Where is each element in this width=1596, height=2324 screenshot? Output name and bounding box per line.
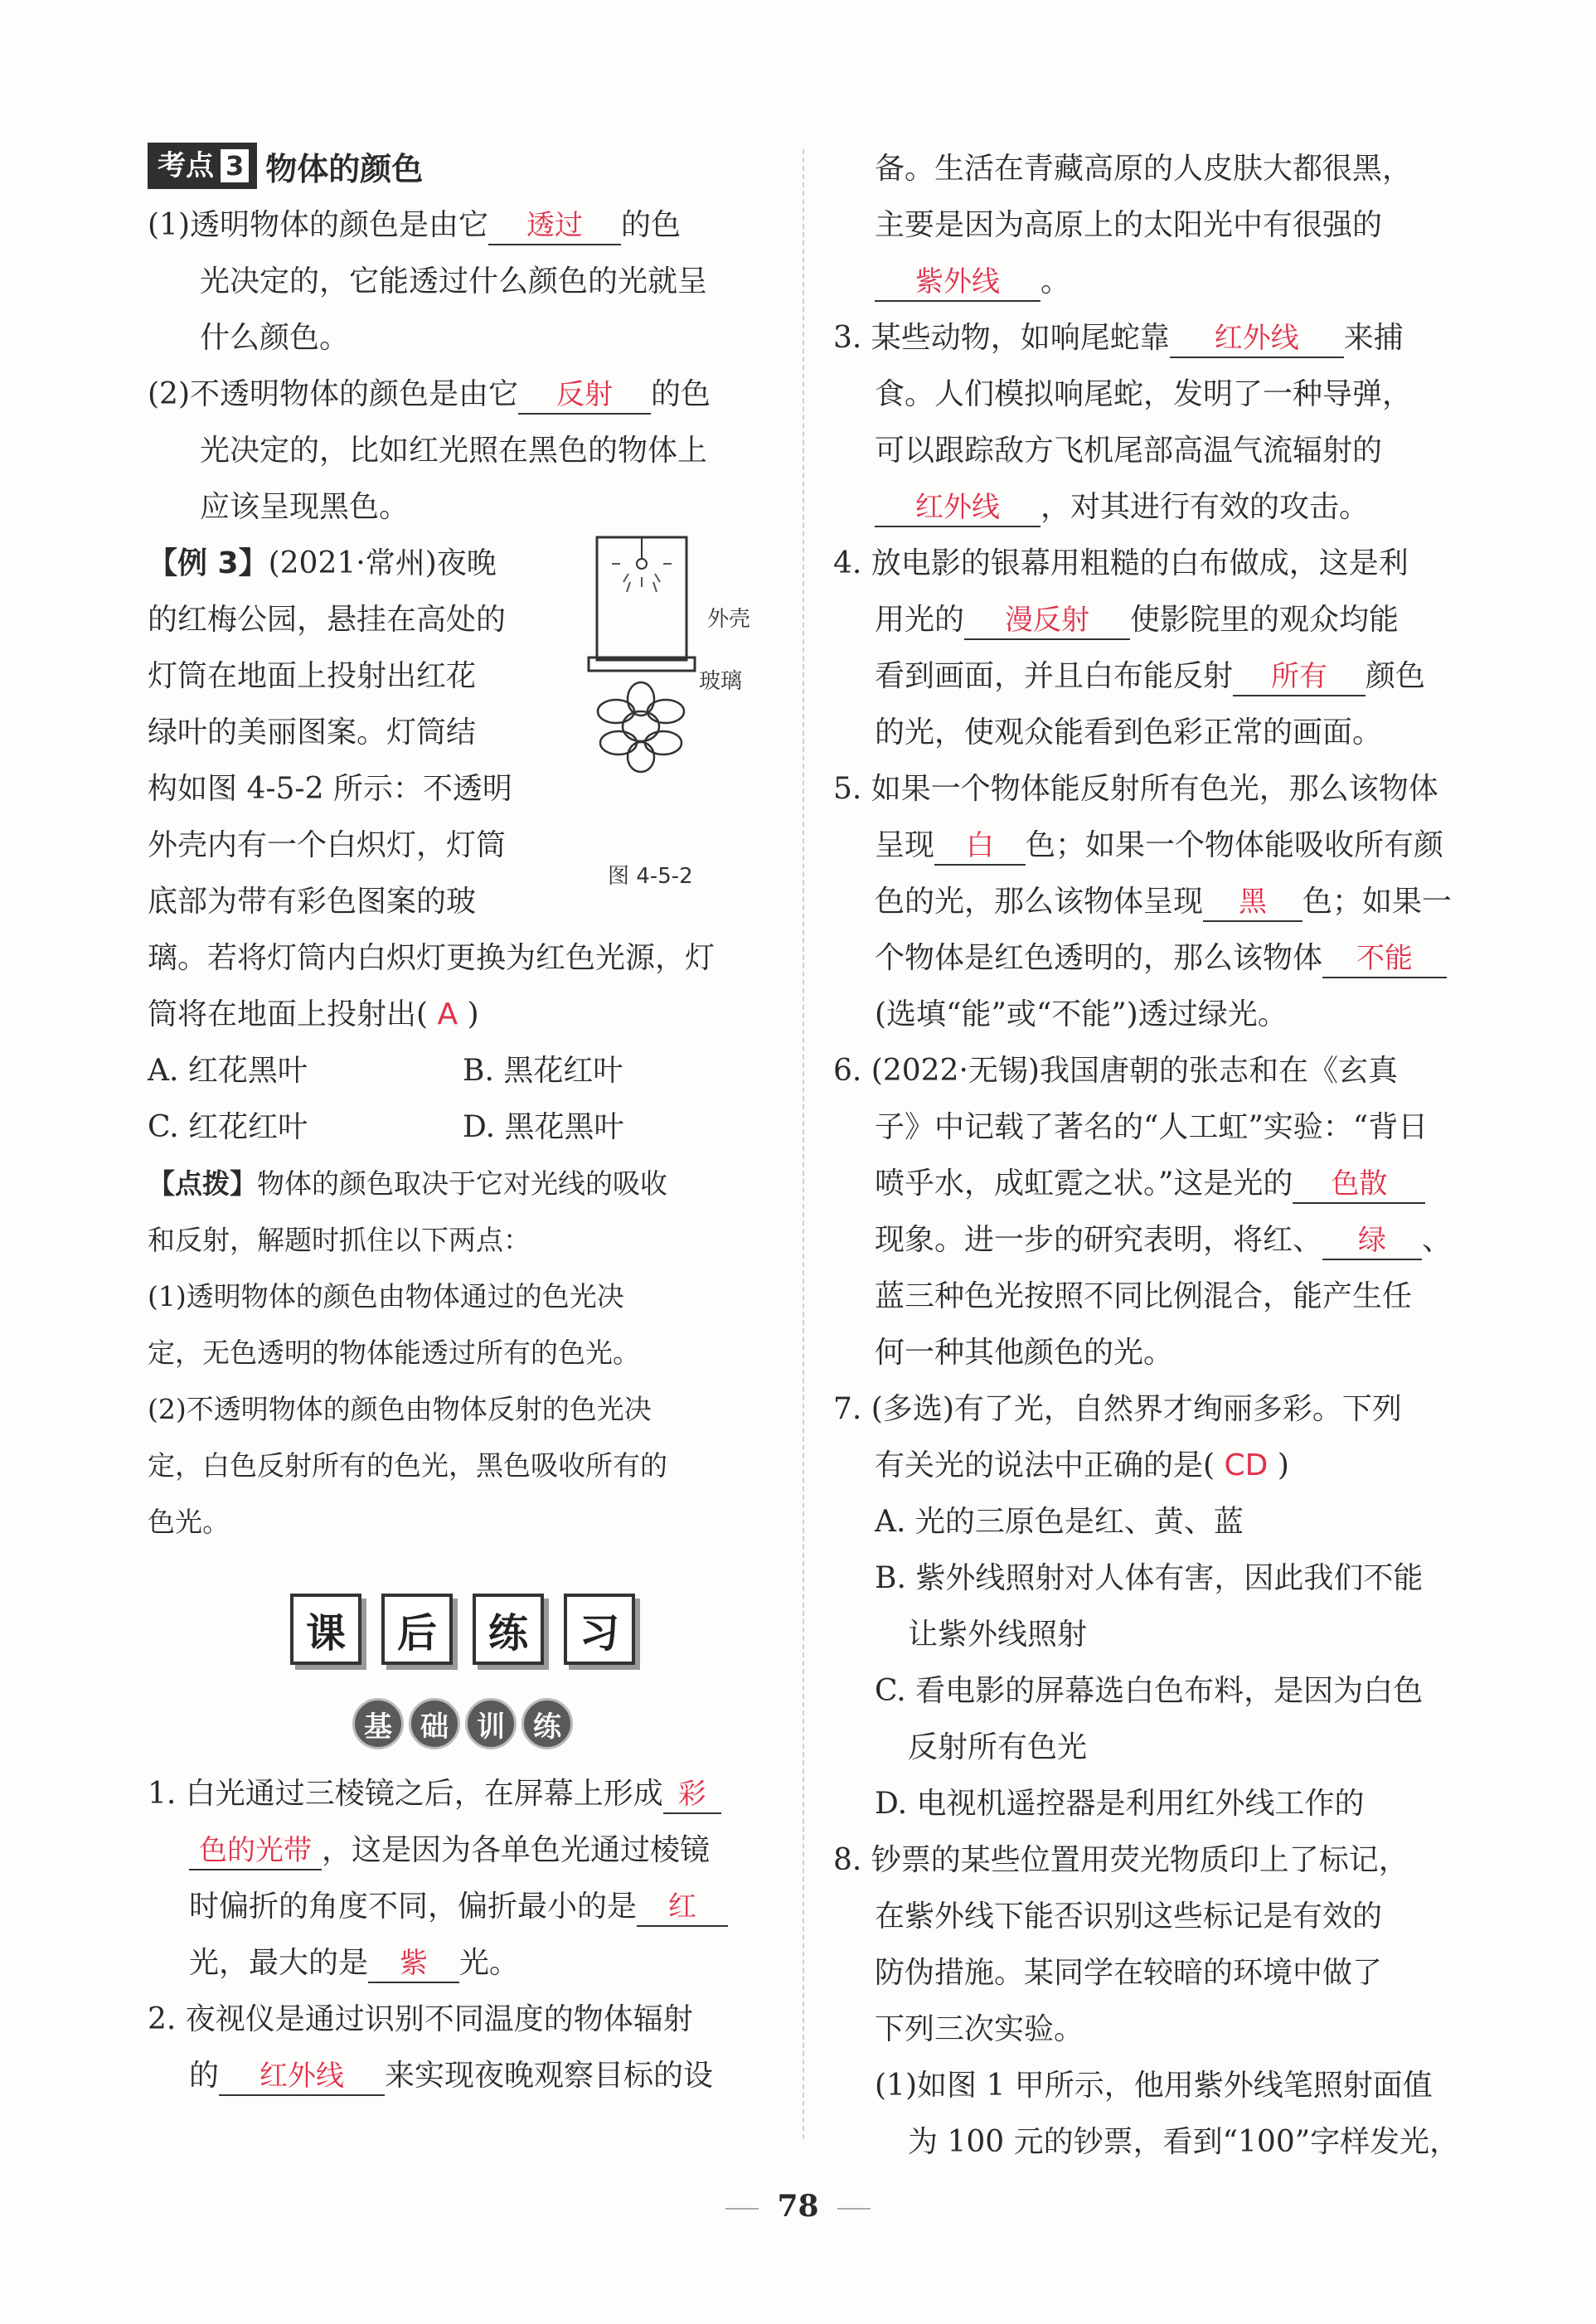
example-line-6: 外壳内有一个白炽灯，灯筒 [148, 828, 507, 862]
q7-option-c-cont: 反射所有色光 [908, 1730, 1088, 1764]
tip-line-4: 定，无色透明的物体能透过所有的色光。 [148, 1337, 640, 1369]
q1-line-1: 1. 白光通过三棱镜之后，在屏幕上形成 彩 [148, 1766, 778, 1822]
right-column [833, 141, 1463, 2171]
point-1-line-2: 光决定的，它能透过什么颜色的光就呈 [200, 264, 708, 298]
example-line-4: 绿叶的美丽图案。灯筒结 [148, 716, 477, 750]
answer-blank: 所有 [1233, 658, 1366, 696]
q2-line-2: 的 红外线 来实现夜晚观察目标的设 [148, 2048, 778, 2104]
after-class-banner [148, 1594, 778, 1665]
answer-blank: 色的光带 [189, 1832, 322, 1870]
flower-pattern-icon [598, 682, 684, 772]
q8-line-4: 下列三次实验。 [875, 2012, 1084, 2046]
answer-blank: 红外线 [1170, 320, 1344, 358]
q5-line-1: 5. 如果一个物体能反射所有色光，那么该物体 [833, 772, 1438, 806]
subbanner-circle: 础 [409, 1698, 460, 1749]
badge-number: 3 [221, 149, 249, 182]
q7-option-b-cont: 让紫外线照射 [908, 1618, 1088, 1652]
figure-caption: 图 4-5-2 [608, 864, 693, 889]
q3-line-2: 食。人们模拟响尾蛇，发明了一种导弹， [875, 377, 1413, 411]
q7-option-d: D. 电视机遥控器是利用红外线工作的 [875, 1787, 1365, 1821]
q7-answer: CD [1224, 1448, 1269, 1482]
section-heading [148, 141, 778, 191]
example-3 [148, 536, 778, 1156]
q3-line-3: 可以跟踪敌方飞机尾部高温气流辐射的 [875, 434, 1383, 468]
option-a: A. 红花黑叶 [148, 1054, 308, 1088]
q4-line-1: 4. 放电影的银幕用粗糙的白布做成，这是利 [833, 546, 1409, 580]
example-line-8: 璃。若将灯筒内白炽灯更换为红色光源，灯 [148, 941, 716, 975]
q7-option-a: A. 光的三原色是红、黄、蓝 [875, 1505, 1244, 1539]
q4-line-2: 用光的 漫反射 使影院里的观众均能 [833, 592, 1463, 648]
tip-line-6: 定，白色反射所有的色光，黑色吸收所有的 [148, 1449, 667, 1482]
answer-blank: 色散 [1293, 1166, 1425, 1204]
q6-line-1: 6. (2022·无锡)我国唐朝的张志和在《玄真 [833, 1054, 1398, 1088]
q6-line-5: 蓝三种色光按照不同比例混合，能产生任 [875, 1279, 1413, 1313]
option-d: D. 黑花黑叶 [463, 1110, 624, 1144]
answer-blank: 透过 [488, 207, 621, 245]
answer-blank: 漫反射 [964, 602, 1130, 640]
q5-line-4: 个物体是红色透明的，那么该物体 不能 [833, 930, 1463, 987]
q6-line-2: 子》中记载了著名的“人工虹”实验：“背日 [875, 1110, 1429, 1144]
banner-tile: 课 [290, 1594, 361, 1665]
answer-blank: 紫外线 [875, 264, 1041, 302]
q2-line-5: 紫外线 。 [833, 254, 1463, 310]
example-answer: A [437, 997, 458, 1031]
q8-line-2: 在紫外线下能否识别这些标记是有效的 [875, 1899, 1383, 1933]
subbanner-circle: 练 [521, 1698, 573, 1749]
q2-line-1: 2. 夜视仪是通过识别不同温度的物体辐射 [148, 2002, 693, 2036]
point-2-line-3: 应该呈现黑色。 [200, 490, 410, 524]
tip-line-1: 【点拨】物体的颜色取决于它对光线的吸收 [148, 1167, 667, 1200]
basic-training-banner [148, 1698, 778, 1749]
point-2-line-2: 光决定的，比如红光照在黑色的物体上 [200, 434, 708, 468]
bulb-icon [637, 559, 647, 569]
q8-line-5: (1)如图 1 甲所示，他用紫外线笔照射面值 [875, 2069, 1433, 2103]
answer-blank: 红 [637, 1889, 728, 1927]
section-badge [148, 143, 257, 189]
example-label: 【例 3】 [148, 546, 269, 580]
q6-line-3: 喷乎水，成虹霓之状。”这是光的 色散 [833, 1156, 1463, 1212]
tip-line-2: 和反射，解题时抓住以下两点： [148, 1224, 531, 1256]
option-b: B. 黑花红叶 [463, 1054, 623, 1088]
answer-blank: 反射 [518, 376, 651, 415]
q7-option-c: C. 看电影的屏幕选白色布料，是因为白色 [875, 1674, 1424, 1708]
point-2-line-1: (2)不透明物体的颜色是由它 反射 的色 [148, 366, 778, 423]
q7-line-2: 有关光的说法中正确的是( CD ) [875, 1448, 1289, 1482]
banner-tile: 后 [381, 1594, 453, 1665]
q8-line-6: 为 100 元的钞票，看到“100”字样发光， [908, 2125, 1460, 2159]
q5-line-2: 呈现 白 色；如果一个物体能吸收所有颜 [833, 818, 1463, 874]
example-line-5: 构如图 4-5-2 所示：不透明 [148, 772, 512, 806]
q1-line-4: 光，最大的是 紫 光。 [148, 1935, 778, 1992]
q3-line-1: 3. 某些动物，如响尾蛇靠 红外线 来捕 [833, 310, 1463, 366]
page-number [0, 2189, 1596, 2224]
example-line-7: 底部为带有彩色图案的玻 [148, 885, 477, 919]
q5-line-5: (选填“能”或“不能”)透过绿光。 [875, 997, 1288, 1031]
q6-line-6: 何一种其他颜色的光。 [875, 1336, 1174, 1370]
answer-blank: 不能 [1322, 940, 1447, 978]
example-line-9: 筒将在地面上投射出( A ) [148, 997, 479, 1031]
left-column [148, 141, 778, 2104]
example-line-3: 灯筒在地面上投射出红花 [148, 659, 477, 693]
subbanner-circle: 训 [465, 1698, 517, 1749]
answer-blank: 红外线 [875, 489, 1041, 527]
q8-line-1: 8. 钞票的某些位置用荧光物质印上了标记， [833, 1843, 1409, 1877]
badge-text: 考点 [158, 149, 214, 182]
q6-line-4: 现象。进一步的研究表明，将红、 绿 、 [833, 1212, 1463, 1269]
example-line-1: 【例 3】(2021·常州)夜晚 [148, 546, 497, 580]
shell-label: 外壳 [707, 607, 751, 632]
tip-line-7: 色光。 [148, 1506, 230, 1538]
answer-blank: 白 [934, 827, 1026, 866]
tip-box [148, 1156, 778, 1550]
answer-blank: 紫 [368, 1945, 459, 1983]
point-1-line-1: (1)透明物体的颜色是由它 透过 的色 [148, 197, 778, 254]
q4-line-3: 看到画面，并且白布能反射 所有 颜色 [833, 648, 1463, 705]
q2-line-3: 备。生活在青藏高原的人皮肤大都很黑， [875, 152, 1413, 186]
glass-label: 玻璃 [699, 669, 743, 694]
tip-label: 【点拨】 [148, 1167, 257, 1200]
answer-blank: 红外线 [219, 2058, 385, 2096]
q1-line-2: 色的光带 ，这是因为各单色光通过棱镜 [148, 1822, 778, 1879]
answer-blank: 彩 [663, 1776, 721, 1814]
point-1-line-3: 什么颜色。 [200, 321, 350, 355]
q7-line-1: 7. (多选)有了光，自然界才绚丽多彩。下列 [833, 1392, 1402, 1426]
banner-tile: 练 [473, 1594, 544, 1665]
example-options-row-2 [148, 1099, 778, 1156]
subbanner-circle: 基 [352, 1698, 404, 1749]
q2-line-4: 主要是因为高原上的太阳光中有很强的 [875, 208, 1383, 242]
q8-line-3: 防伪措施。某同学在较暗的环境中做了 [875, 1956, 1383, 1990]
answer-blank: 黑 [1203, 884, 1303, 922]
answer-blank: 绿 [1322, 1222, 1422, 1260]
tip-line-5: (2)不透明物体的颜色由物体反射的色光决 [148, 1393, 652, 1425]
column-divider [803, 149, 804, 2139]
q1-line-3: 时偏折的角度不同，偏折最小的是 红 [148, 1879, 778, 1935]
section-title: 物体的颜色 [265, 150, 424, 187]
banner-tile: 习 [564, 1594, 635, 1665]
tip-line-3: (1)透明物体的颜色由物体通过的色光决 [148, 1280, 624, 1312]
option-c: C. 红花红叶 [148, 1110, 308, 1144]
example-options-row-1 [148, 1043, 778, 1099]
lamp-figure [579, 529, 703, 778]
q5-line-3: 色的光，那么该物体呈现 黑 色；如果一 [833, 874, 1463, 930]
q7-option-b: B. 紫外线照射对人体有害，因此我们不能 [875, 1561, 1424, 1595]
page-number-text: 78 [777, 2189, 819, 2224]
example-line-2: 的红梅公园，悬挂在高处的 [148, 603, 507, 637]
q4-line-4: 的光，使观众能看到色彩正常的画面。 [875, 716, 1383, 750]
q3-line-4: 红外线 ，对其进行有效的攻击。 [833, 479, 1463, 536]
